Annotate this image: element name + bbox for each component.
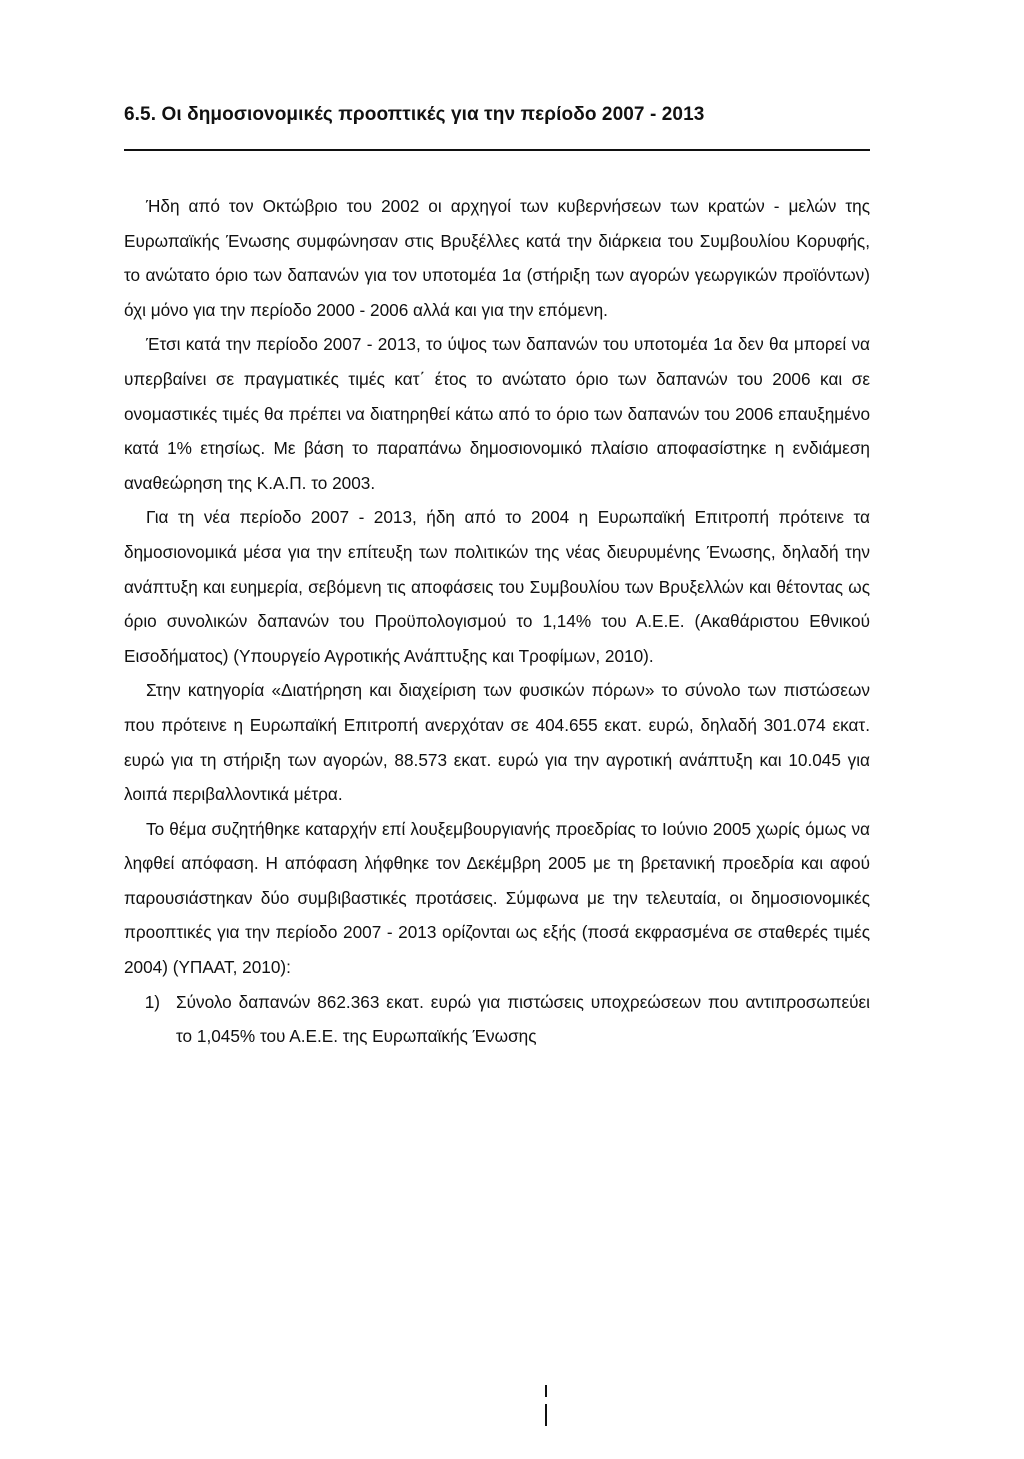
- paragraph-3: Για τη νέα περίοδο 2007 - 2013, ήδη από το 2004 η Ευρωπαϊκή Επιτροπή πρότεινε τα δημοσιονομικά μέσα για την επίτευξη των πολιτικών της νέας διευρυμένης Ένωσης, δηλαδή την ανάπτυξη και ευημερία, σεβόμενη τις αποφάσεις του Συμβουλίου των Βρυξελλών και θέτοντας ως όριο συνολικών δαπανών του Προϋπολογισμού το 1,14% του Α.Ε.Ε. (Ακαθάριστου Εθνικού Εισοδήματος) (Υπουργείο Αγροτικής Ανάπτυξης και Τροφίμων, 2010).: [124, 507, 870, 666]
- section-heading: 6.5. Οι δημοσιονομικές προοπτικές για την περίοδο 2007 - 2013: [124, 104, 705, 125]
- document-body: [124, 189, 870, 1054]
- scan-artifact-mark-top: [545, 1385, 547, 1397]
- paragraph-5: Το θέμα συζητήθηκε καταρχήν επί λουξεμβουργιανής προεδρίας το Ιούνιο 2005 χωρίς όμως να ληφθεί απόφαση. Η απόφαση λήφθηκε τον Δεκέμβρη 2005 με τη βρετανική προεδρία και αφού παρουσιάστηκαν δύο συμβιβαστικές προτάσεις. Σύμφωνα με την τελευταία, οι δημοσιονομικές προοπτικές για την περίοδο 2007 - 2013 ορίζονται ως εξής (ποσά εκφρασμένα σε σταθερές τιμές 2004) (ΥΠΑΑΤ, 2010):: [124, 818, 870, 978]
- numbered-list: [124, 985, 870, 1054]
- list-item-text: Σύνολο δαπανών 862.363 εκατ. ευρώ για πιστώσεις υποχρεώσεων που αντιπροσωπεύει το 1,045% του Α.Ε.Ε. της Ευρωπαϊκής Ένωσης: [176, 991, 870, 1047]
- scan-artifact-mark-bottom: [545, 1404, 547, 1426]
- paragraph-4: Στην κατηγορία «Διατήρηση και διαχείριση των φυσικών πόρων» το σύνολο των πιστώσεων που πρότεινε η Ευρωπαϊκή Επιτροπή ανερχόταν σε 404.655 εκατ. ευρώ, δηλαδή 301.074 εκατ. ευρώ για τη στήριξη των αγορών, 88.573 εκατ. ευρώ για την αγροτική ανάπτυξη και 10.045 για λοιπά περιβαλλοντικά μέτρα.: [124, 680, 870, 805]
- paragraph-2: Έτσι κατά την περίοδο 2007 - 2013, το ύψος των δαπανών του υποτομέα 1α δεν θα μπορεί να υπερβαίνει σε πραγματικές τιμές κατ΄ έτος το ανώτατο όριο των δαπανών του 2006 και σε ονομαστικές τιμές θα πρέπει να διατηρηθεί κάτω από το όριο των δαπανών του 2006 επαυξημένο κατά 1% ετησίως. Με βάση το παραπάνω δημοσιονομικό πλαίσιο αποφασίστηκε η ενδιάμεση αναθεώρηση της Κ.Α.Π. το 2003.: [124, 334, 870, 493]
- paragraph-1: Ήδη από τον Οκτώβριο του 2002 οι αρχηγοί των κυβερνήσεων των κρατών - μελών της Ευρωπαϊκής Ένωσης συμφώνησαν στις Βρυξέλλες κατά την διάρκεια του Συμβουλίου Κορυφής, το ανώτατο όριο των δαπανών για τον υποτομέα 1α (στήριξη των αγορών γεωργικών προϊόντων) όχι μόνο για την περίοδο 2000 - 2006 αλλά και για την επόμενη.: [124, 196, 870, 320]
- list-item-number: 1): [144, 991, 160, 1012]
- list-item: [124, 985, 870, 1054]
- heading-underline: [124, 149, 870, 151]
